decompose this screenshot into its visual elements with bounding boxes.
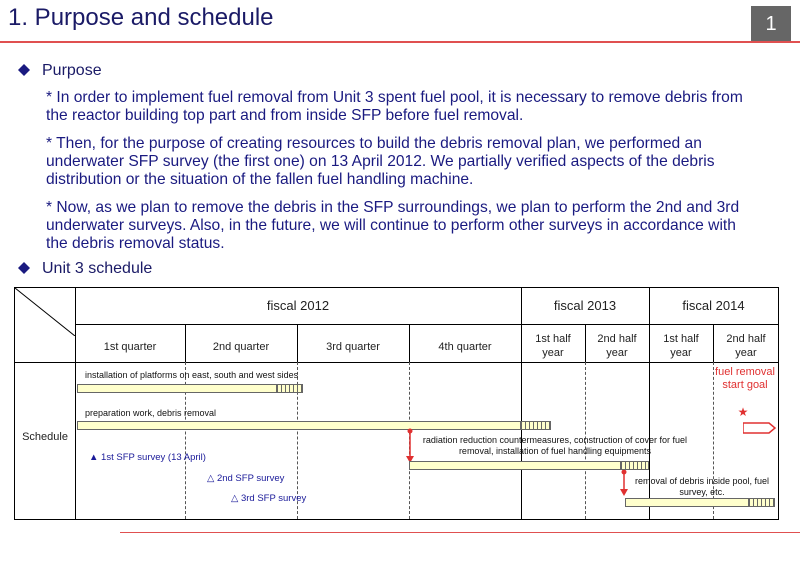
task-bar-radiation [409,461,621,470]
footer-divider [120,532,800,533]
task-bar-prep-tentative [521,421,551,430]
dependency-arrow [405,428,415,464]
period-header: 2nd quarter [212,341,270,353]
survey-1st: ▲ 1st SFP survey (13 April) [89,452,206,463]
purpose-heading [18,62,102,80]
task-bar-platforms-tentative [277,384,303,393]
period-header: 2nd half year [726,333,766,359]
label-column-line [75,288,76,519]
period-header: 4th quarter [438,341,492,353]
schedule-heading [18,260,152,278]
fiscal-divider-2013 [521,288,522,519]
purpose-paragraph-1: * In order to implement fuel removal from Unit 3 spent fuel pool, it is necessary to remove debris from the reactor building top part and from inside SFP before fuel removal. [46,89,743,124]
q-divider [585,324,586,362]
page-number: 1 [751,6,791,42]
period-header: 1st half year [663,333,699,359]
period-header: 3rd quarter [326,341,380,353]
task-label-platforms: installation of platforms on east, south and west sides [85,370,299,380]
schedule-heading-text: Unit 3 schedule [42,260,153,277]
schedule-table [14,287,779,520]
survey-2nd: △ 2nd SFP survey [207,473,285,484]
task-label-prep: preparation work, debris removal [85,408,217,418]
schedule-row-label: Schedule [22,431,68,443]
diamond-bullet-icon [18,64,30,76]
corner-diagonal [15,288,75,336]
survey-3rd: △ 3rd SFP survey [231,493,307,504]
task-label-radiation: radiation reduction countermeasures, construction of cover for fuel removal, installation of fuel handling equipments [422,435,688,456]
fiscal-2012-header: fiscal 2012 [266,298,330,313]
goal-star-icon: ★ [737,405,749,419]
period-header: 1st quarter [103,341,157,353]
fuel-removal-goal-label: fuel removal start goal [715,366,775,391]
period-header: 1st half year [535,333,571,359]
purpose-paragraph-2: * Then, for the purpose of creating resources to build the debris removal plan, we performed an underwater SFP survey (the first one) on 13 April 2012. We partially verified aspects of the debris distribution or the situation of the fallen fuel handling machine. [46,135,715,188]
header-bottom-line [15,362,778,363]
title-divider [0,41,800,43]
page-title: 1. Purpose and schedule [8,4,274,31]
goal-arrow-icon [743,422,777,434]
task-bar-debris-inside-tentative [749,498,775,507]
task-bar-prep [77,421,521,430]
q-divider [713,324,714,362]
purpose-paragraph-3: * Now, as we plan to remove the debris in the SFP surroundings, we plan to perform the 2nd and 3rd underwater surveys. Also, in the future, we will continue to perform other surveys in accordance with the debris removal status. [46,199,740,252]
purpose-heading-text: Purpose [42,62,102,79]
header-divider [75,324,778,325]
period-header: 2nd half year [597,333,637,359]
diamond-bullet-icon [18,262,30,274]
task-bar-debris-inside [625,498,749,507]
fiscal-2013-header: fiscal 2013 [553,298,617,313]
fiscal-2014-header: fiscal 2014 [682,298,745,313]
task-bar-radiation-tentative [621,461,649,470]
task-bar-platforms [77,384,277,393]
task-label-debris-inside: removal of debris inside pool, fuel survey, etc. [634,476,770,497]
